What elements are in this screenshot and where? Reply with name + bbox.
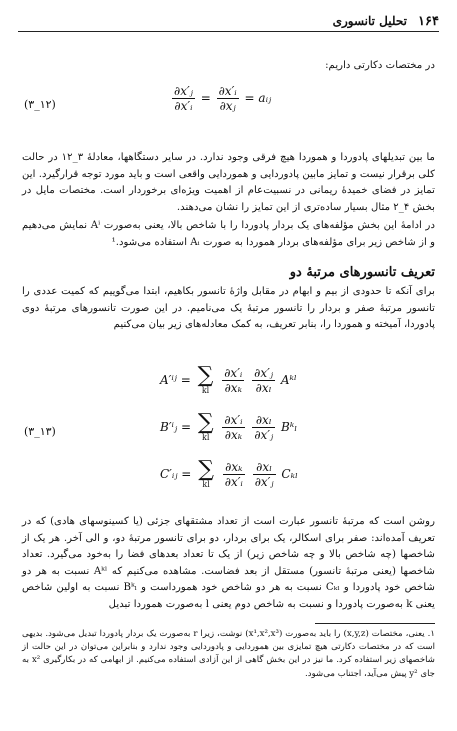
running-title: تحلیل تانسوری: [332, 14, 407, 28]
eq13-row2-f1-den: ∂xₖ: [224, 428, 243, 442]
eq13-row3-sum-index: kl: [202, 480, 210, 489]
eq12-lhs-den: ∂x′ᵢ: [174, 99, 193, 113]
header-rule: [18, 31, 439, 32]
equation-label-13-3: (۱۳_۳): [24, 425, 56, 438]
page-number: ۱۶۴: [418, 14, 439, 29]
equation-13-3-row-2: B′ⁱⱼ = ∑ kl $\frac{\text{∂x′ᵢ}}{\text{∂xₖ}}$ $\frac{\text{∂xₗ}}{\text{∂x′ⱼ}}$ Bᵏₗ: [160, 410, 298, 442]
eq12-rhs-num: ∂x′ᵢ: [218, 84, 237, 98]
eq13-row2-f2-den: ∂x′ⱼ: [254, 428, 274, 442]
paragraph-4: روشن است که مرتبهٔ تانسور عبارت است از تعداد مشتقهای جزئی (یا کسینوسهای هادی) که در تعریف آمده‌اند: صفر برای اسکالر، یک برای بردار، دو برای تانسور مرتبهٔ دو، و الی آخر. هر یک از شاخصها (چه شاخص بالا و چه شاخص زیر) از یک تا تعداد بعدهای فضا را به‌خود می‌گیرد. تعداد شاخصها (یعنی مرتبهٔ تانسور) مستقل از بعد فضاست. مشاهده می‌کنیم که Aᵏˡ نسبت به هر دو شاخص خود پادوردا و Cₖₗ نسبت به هر دو شاخص خود هموردا‌ست و Bᵏₗ نسبت به اولین شاخص یعنی k به‌صورت پادوردا و نسبت به شاخص دوم یعنی l به‌صورت هموردا تبدیل: [22, 516, 436, 610]
eq13-row3-f1-num: ∂xₖ: [223, 460, 245, 475]
eq13-row1-f2-num: ∂x′ⱼ: [254, 366, 274, 380]
eq12-rhs-den: ∂xⱼ: [219, 99, 236, 113]
page-header: [18, 10, 439, 32]
paragraph-2: در ادامهٔ این بخش مؤلفه‌های یک بردار پادوردا را با شاخص بالا، یعنی به‌صورت Aⁱ نمایش می‌دهیم و از شاخص زیر برای مؤلفه‌های بردار هموردا به صورت Aᵢ استفاده می‌شود.¹: [22, 220, 436, 248]
footnote: ۱. یعنی، مختصات (x,y,z) را باید به‌صورت (x¹,x²,x³) نوشت، زیرا r به‌صورت یک بردار پادوردا تبدیل می‌شود. بدیهی است که در مختصات دکارتی هیچ تمایزی بین هموردایی و پادوردایی وجود ندارد و بنابراین می‌توان در این حالت از شاخصهای زیر استفاده کرد. ما نیز در این بخش گاهی از این آزادی استفاده می‌کنیم. از ابهامی که در بکارگیری x² به جای y² پیش می‌آید، اجتناب می‌شود.: [22, 629, 436, 679]
eq12-lhs-num: ∂x′ⱼ: [174, 84, 193, 98]
eq13-row1-f1-den: ∂xₖ: [224, 381, 242, 395]
eq13-row1-lhs: A′ⁱʲ =: [160, 373, 191, 387]
paragraph-3: برای آنکه تا حدودی از بیم و ابهام در مقابل واژهٔ تانسور بکاهیم، ابتدا می‌گوییم که کمیت عددی را تانسور مرتبهٔ صفر و بردار را تانسور مرتبهٔ یک می‌نامیم. در این صورت تانسورهای مرتبهٔ دوی پادوردا، آمیخته و هموردا را، بنابر تعریف، به کمک معادله‌های زیر بیان می‌کنیم: [22, 286, 435, 330]
eq13-row2-sum-index: kl: [201, 433, 210, 442]
equation-12-3: $\frac{\text{∂x′ⱼ}}{\text{∂x′ᵢ}}$ = $\frac{\text{∂x′ᵢ}}{\text{∂xⱼ}}$ = aᵢⱼ: [174, 84, 272, 113]
eq13-row2-tail: Bᵏₗ: [281, 420, 298, 434]
eq13-row2-lhs: B′ⁱⱼ =: [160, 420, 191, 434]
equation-label-12-3: (۱۲_۳): [24, 98, 56, 111]
eq13-row1-f2-den: ∂xₗ: [255, 381, 272, 395]
eq13-row3-f2-den: ∂x′ⱼ: [254, 475, 274, 489]
eq13-row3-f1-den: ∂x′ᵢ: [224, 475, 243, 489]
equation-13-3-row-1: A′ⁱʲ = ∑ kl $\frac{\text{∂x′ᵢ}}{\text{∂xₖ}}$ $\frac{\text{∂x′ⱼ}}{\text{∂xₗ}}$ Aᵏˡ: [160, 363, 297, 395]
paragraph-1: ما بین تبدیلهای پادوردا و هموردا هیچ فرقی وجود ندارد. در سایر دستگاهها، معادلهٔ ۳_۱۲ در حالت کلی برقرار نیست و تمایز مابین پادوردایی و هموردایی واقعی است و باید مورد توجه قرارگیرد. این تمایز در فضای خمیدهٔ ریمانی در نسبیت‌عام از اهمیت ویژه‌ای برخوردار است. مختصات مایل در بخش ۴_۲ مثال بسیار ساده‌تری از این تمایز را نشان می‌دهند.: [22, 152, 436, 213]
eq13-row3-f2-num: ∂xₗ: [253, 460, 276, 475]
eq13-row3-lhs: C′ᵢⱼ =: [160, 467, 192, 481]
section-heading: تعریف تانسورهای مرتبهٔ دو: [289, 265, 435, 280]
equation-13-3-row-3: C′ᵢⱼ = ∑ kl $\frac{\text{∂xₖ}}{\text{∂x′ᵢ}}$ $\frac{\text{∂xₗ}}{\text{∂x′ⱼ}}$ Cₖₗ: [160, 457, 298, 489]
eq13-row2-f1-num: ∂x′ᵢ: [224, 413, 243, 427]
eq12-result: = aᵢⱼ: [244, 91, 272, 105]
eq13-row1-f1-num: ∂x′ᵢ: [224, 366, 243, 380]
eq13-row2-f2-num: ∂xₗ: [252, 413, 275, 428]
eq13-row1-tail: Aᵏˡ: [280, 373, 297, 387]
eq13-row1-sum-index: kl: [201, 386, 210, 395]
eq13-row3-tail: Cₖₗ: [281, 467, 298, 481]
footnote-rule: [315, 623, 435, 624]
intro-line: در مختصات دکارتی داریم:: [325, 60, 435, 71]
